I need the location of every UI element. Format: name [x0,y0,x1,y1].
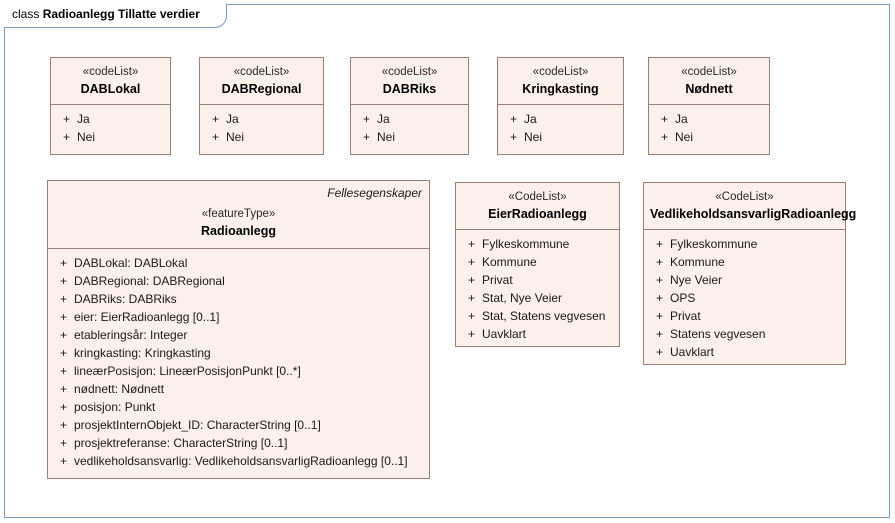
attribute-label: Statens vegvesen [670,327,766,342]
class-name: DABLokal [80,81,141,96]
visibility-marker: + [60,346,68,361]
attribute-row [52,452,425,470]
attribute-row [502,110,619,128]
visibility-marker: + [656,255,664,270]
class-attributes-dabregional [200,105,323,152]
class-attributes-radioanlegg [48,249,429,476]
visibility-marker: + [656,273,664,288]
visibility-marker: + [656,327,664,342]
visibility-marker: + [60,256,68,271]
class-box-dabregional[interactable] [199,57,324,155]
visibility-marker: + [60,436,68,451]
class-box-kringkasting[interactable] [497,57,624,155]
attribute-row [648,343,841,361]
attribute-label: Uavklart [482,327,527,342]
visibility-marker: + [656,237,664,252]
visibility-marker: + [468,273,476,288]
class-name: VedlikeholdsansvarligRadioanlegg [650,206,857,221]
class-header-vedlikeholdsansvarlig [644,183,857,229]
attribute-row [460,271,615,289]
attribute-row [648,325,841,343]
visibility-marker: + [60,400,68,415]
attribute-label: eier: EierRadioanlegg [0..1] [74,310,220,325]
attribute-label: Ja [524,112,537,127]
class-name: DABRegional [221,81,302,96]
visibility-marker: + [468,291,476,306]
visibility-marker: + [661,130,669,145]
attribute-label: Ja [77,112,90,127]
attribute-label: vedlikeholdsansvarlig: VedlikeholdsansvarligRadioanlegg [0..1] [74,454,408,469]
attribute-label: DABRegional: DABRegional [74,274,225,289]
attribute-row [653,110,765,128]
attribute-row [460,235,615,253]
attribute-row [55,128,166,146]
class-box-radioanlegg[interactable] [47,180,430,479]
visibility-marker: + [60,364,68,379]
class-stereotype: «codeList» [82,66,139,78]
attribute-row [502,128,619,146]
diagram-frame-keyword: class [12,7,40,21]
attribute-row [460,253,615,271]
attribute-label: Ja [226,112,239,127]
attribute-row [460,289,615,307]
class-name: Kringkasting [522,81,599,96]
attribute-row [355,110,464,128]
attribute-row [355,128,464,146]
attribute-label: Stat, Statens vegvesen [482,309,606,324]
attribute-label: posisjon: Punkt [74,400,156,415]
attribute-row [648,235,841,253]
attribute-row [52,272,425,290]
attribute-row [204,128,319,146]
class-header-dabriks [351,58,468,104]
attribute-row [52,326,425,344]
visibility-marker: + [363,130,371,145]
attribute-label: prosjektInternObjekt_ID: CharacterString [0..1] [74,418,321,433]
visibility-marker: + [656,291,664,306]
visibility-marker: + [63,130,71,145]
visibility-marker: + [468,309,476,324]
attribute-label: Nei [524,130,543,145]
visibility-marker: + [60,454,68,469]
attribute-label: Stat, Nye Veier [482,291,563,306]
visibility-marker: + [212,112,220,127]
attribute-label: Ja [675,112,688,127]
class-box-dablokal[interactable] [50,57,171,155]
visibility-marker: + [60,382,68,397]
class-stereotype: «codeList» [381,66,438,78]
visibility-marker: + [510,130,518,145]
package-label-fellesegenskaper: Fellesegenskaper [327,186,422,200]
visibility-marker: + [656,309,664,324]
visibility-marker: + [661,112,669,127]
attribute-label: OPS [670,291,696,306]
class-stereotype: «CodeList» [508,191,567,203]
visibility-marker: + [60,418,68,433]
attribute-row [55,110,166,128]
visibility-marker: + [60,328,68,343]
class-name: EierRadioanlegg [488,206,587,221]
visibility-marker: + [63,112,71,127]
class-attributes-dablokal [51,105,170,152]
attribute-label: etableringsår: Integer [74,328,188,343]
visibility-marker: + [468,255,476,270]
attribute-label: Ja [377,112,390,127]
class-stereotype: «codeList» [532,66,589,78]
visibility-marker: + [656,345,664,360]
attribute-row [648,289,841,307]
attribute-label: Kommune [670,255,725,270]
attribute-label: kringkasting: Kringkasting [74,346,211,361]
class-attributes-eierradioanlegg [456,230,619,349]
visibility-marker: + [510,112,518,127]
attribute-row [52,416,425,434]
visibility-marker: + [468,327,476,342]
class-attributes-nodnett [649,105,769,152]
attribute-row [52,398,425,416]
visibility-marker: + [60,274,68,289]
class-stereotype: «codeList» [681,66,737,78]
visibility-marker: + [468,237,476,252]
attribute-label: nødnett: Nødnett [74,382,165,397]
attribute-label: Nei [675,130,694,145]
attribute-label: Fylkeskommune [670,237,758,252]
attribute-label: Uavklart [670,345,715,360]
attribute-row [653,128,765,146]
attribute-row [52,380,425,398]
attribute-label: Nei [377,130,396,145]
attribute-row [648,253,841,271]
class-box-vedlikeholdsansvarligradioanlegg[interactable] [643,182,857,365]
class-name: Radioanlegg [200,223,276,238]
attribute-row [52,434,425,452]
visibility-marker: + [60,292,68,307]
class-header-eierradioanlegg [456,183,619,229]
visibility-marker: + [60,310,68,325]
attribute-row [648,271,841,289]
attribute-label: Privat [670,309,701,324]
visibility-marker: + [212,130,220,145]
class-stereotype: «codeList» [233,66,290,78]
class-stereotype: «featureType» [201,208,276,220]
attribute-label: prosjektreferanse: CharacterString [0..1] [74,436,288,451]
attribute-row [52,362,425,380]
attribute-label: Nye Veier [670,273,723,288]
class-header-nodnett [649,58,769,104]
attribute-row [648,307,841,325]
attribute-label: lineærPosisjon: LineærPosisjonPunkt [0..*] [74,364,301,379]
visibility-marker: + [363,112,371,127]
class-box-eierradioanlegg[interactable] [455,182,620,347]
diagram-frame-title [4,4,227,28]
attribute-row [460,307,615,325]
attribute-row [52,254,425,272]
attribute-label: Nei [77,130,96,145]
attribute-label: Nei [226,130,245,145]
attribute-label: Kommune [482,255,537,270]
class-attributes-kringkasting [498,105,623,152]
class-attributes-dabriks [351,105,468,152]
class-header-dabregional [200,58,323,104]
class-stereotype: «CodeList» [715,191,774,203]
class-box-dabriks[interactable] [350,57,469,155]
attribute-row [52,308,425,326]
attribute-label: Fylkeskommune [482,237,570,252]
class-box-nodnett[interactable] [648,57,770,155]
class-header-dablokal [51,58,170,104]
diagram-frame-name: Radioanlegg Tillatte verdier [42,7,200,21]
class-attributes-vedlikeholdsansvarlig [644,230,845,367]
class-header-kringkasting [498,58,623,104]
attribute-row [204,110,319,128]
attribute-label: Privat [482,273,513,288]
attribute-row [52,344,425,362]
attribute-row [52,290,425,308]
attribute-row [460,325,615,343]
class-name: Nødnett [685,81,733,96]
attribute-label: DABRiks: DABRiks [74,292,177,307]
class-name: DABRiks [382,81,437,96]
attribute-label: DABLokal: DABLokal [74,256,188,271]
